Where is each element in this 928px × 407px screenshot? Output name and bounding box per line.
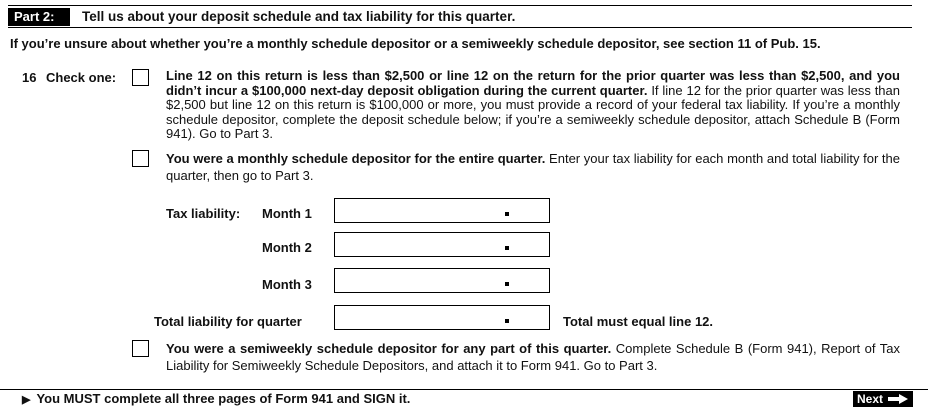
part-tag: Part 2: <box>8 8 70 26</box>
option2-bold: You were a monthly schedule depositor for the entire quarter. <box>166 151 546 166</box>
tax-liability-label: Tax liability: <box>166 206 241 221</box>
option3-checkbox[interactable] <box>132 340 149 357</box>
month2-input[interactable] <box>335 233 549 256</box>
check-one-label: Check one: <box>46 70 117 85</box>
decimal-dot <box>505 282 509 286</box>
option2-text <box>166 150 900 184</box>
decimal-dot <box>505 246 509 250</box>
option3-text <box>166 340 900 374</box>
option1-normal: If line 12 for the prior quarter was less than $2,500 but line 12 on this return is $100,000 or more, you must provide a record of your federal tax liability. If you’re a monthly schedule depositor, complete the deposit schedule below; if you’re a semiweekly schedule depositor, attach Schedule B (Form 941). Go to Part 3. <box>166 82 900 141</box>
option3-bold: You were a semiweekly schedule depositor for any part of this quarter. <box>166 341 612 356</box>
intro-text: If you’re unsure about whether you’re a monthly schedule depositor or a semiweekly schedule depositor, see section 11 of Pub. 15. <box>10 36 821 51</box>
decimal-dot <box>505 212 509 216</box>
line-number: 16 <box>22 70 37 85</box>
option2-normal: Enter your tax liability for each month and total liability for the quarter, then go to Part 3. <box>166 151 900 183</box>
arrow-right-icon <box>887 393 909 405</box>
total-liability-label: Total liability for quarter <box>154 314 302 329</box>
month2-label: Month 2 <box>262 240 312 255</box>
month2-field[interactable] <box>334 232 550 257</box>
total-liability-field[interactable] <box>334 305 550 330</box>
footer <box>0 389 928 407</box>
month1-input[interactable] <box>335 199 549 222</box>
option1-bold: Line 12 on this return is less than $2,500 or line 12 on the return for the prior quarter was less than $2,500, and you didn’t incur a $100,000 next-day deposit obligation during the current quarter. <box>166 68 900 98</box>
month3-input[interactable] <box>335 269 549 292</box>
month1-label: Month 1 <box>262 206 312 221</box>
option1-text <box>166 69 900 142</box>
must-complete-text <box>22 391 410 407</box>
next-button[interactable] <box>853 391 913 407</box>
part-title: Tell us about your deposit schedule and tax liability for this quarter. <box>82 9 516 24</box>
month1-field[interactable] <box>334 198 550 223</box>
next-label: Next <box>857 392 884 406</box>
total-liability-input[interactable] <box>335 306 549 329</box>
decimal-dot <box>505 319 509 323</box>
month3-field[interactable] <box>334 268 550 293</box>
option1-checkbox[interactable] <box>132 69 149 86</box>
total-note: Total must equal line 12. <box>563 314 714 329</box>
must-complete-label: You MUST complete all three pages of Form 941 and SIGN it. <box>36 391 411 406</box>
part-2-header <box>8 5 912 28</box>
option3-normal: Complete Schedule B (Form 941), Report of Tax Liability for Semiweekly Schedule Depositors, and attach it to Form 941. Go to Part 3. <box>166 341 900 373</box>
option2-checkbox[interactable] <box>132 150 149 167</box>
pointer-arrow-icon: ▶ <box>22 394 31 406</box>
month3-label: Month 3 <box>262 277 312 292</box>
